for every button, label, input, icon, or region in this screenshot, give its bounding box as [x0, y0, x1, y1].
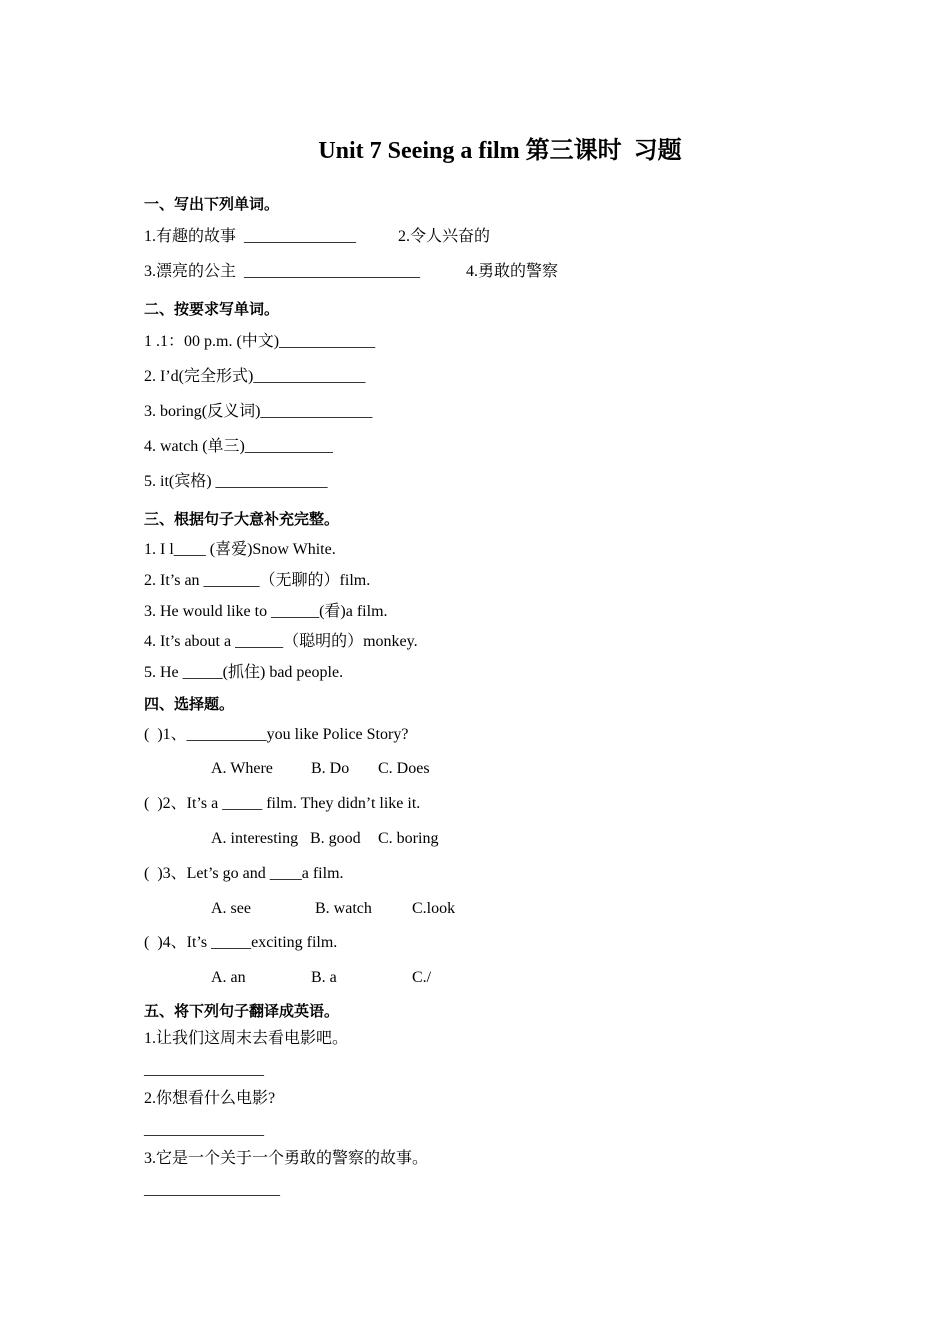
s3-item-4: 4. It’s about a ______（聪明的）monkey. [144, 633, 418, 650]
s2-item-4: 4. watch (单三)___________ [144, 438, 333, 455]
s4-q3-option-c: C.look [412, 900, 456, 917]
section-4-heading: 四、选择题。 [144, 695, 235, 713]
s3-item-1: 1. I l____ (喜爱)Snow White. [144, 541, 336, 558]
s5-item-2: 2.你想看什么电影? [144, 1090, 276, 1107]
s4-question-1: ( )1、__________you like Police Story? [144, 726, 409, 743]
s4-q3-option-a: A. see [211, 900, 251, 917]
s4-q1-option-a: A. Where [211, 760, 273, 777]
s4-q2-option-c: C. boring [378, 830, 439, 847]
s4-q4-option-a: A. an [211, 969, 246, 986]
s1-item-1: 1.有趣的故事 ______________ [144, 228, 357, 245]
s1-item-4: 4.勇敢的警察 [466, 263, 559, 280]
section-2-heading: 二、按要求写单词。 [144, 300, 280, 318]
s2-item-2: 2. I’d(完全形式)______________ [144, 368, 366, 385]
s3-item-2: 2. It’s an _______（无聊的）film. [144, 572, 371, 589]
s4-question-2: ( )2、It’s a _____ film. They didn’t like it. [144, 795, 421, 812]
s1-item-3: 3.漂亮的公主 ______________________ [144, 263, 421, 280]
s3-item-5: 5. He _____(抓住) bad people. [144, 664, 344, 681]
s4-question-4: ( )4、It’s _____exciting film. [144, 934, 338, 951]
s2-item-3: 3. boring(反义词)______________ [144, 403, 373, 420]
s2-item-1: 1 .1：00 p.m. (中文)____________ [144, 333, 376, 350]
s5-item-1: 1.让我们这周末去看电影吧。 [144, 1030, 349, 1047]
section-5-heading: 五、将下列句子翻译成英语。 [144, 1002, 340, 1020]
page-title: Unit 7 Seeing a film 第三课时 习题 [318, 138, 682, 164]
s4-q2-option-a: A. interesting [211, 830, 299, 847]
section-3-heading: 三、根据句子大意补充完整。 [144, 510, 340, 528]
s4-q4-option-c: C./ [412, 969, 432, 986]
s5-item-3: 3.它是一个关于一个勇敢的警察的故事。 [144, 1150, 429, 1167]
s4-q3-option-b: B. watch [315, 900, 372, 917]
s1-item-2: 2.令人兴奋的 [398, 228, 491, 245]
s4-q4-option-b: B. a [311, 969, 337, 986]
s3-item-3: 3. He would like to ______(看)a film. [144, 603, 388, 620]
s2-item-5: 5. it(宾格) ______________ [144, 473, 328, 490]
section-1-heading: 一、写出下列单词。 [144, 195, 280, 213]
s5-answer-blank-1: _______________ [144, 1061, 264, 1078]
s4-q1-option-c: C. Does [378, 760, 430, 777]
s4-q2-option-b: B. good [310, 830, 361, 847]
s5-answer-blank-3: _________________ [144, 1181, 280, 1198]
s4-question-3: ( )3、Let’s go and ____a film. [144, 865, 344, 882]
s4-q1-option-b: B. Do [311, 760, 350, 777]
s5-answer-blank-2: _______________ [144, 1121, 264, 1138]
